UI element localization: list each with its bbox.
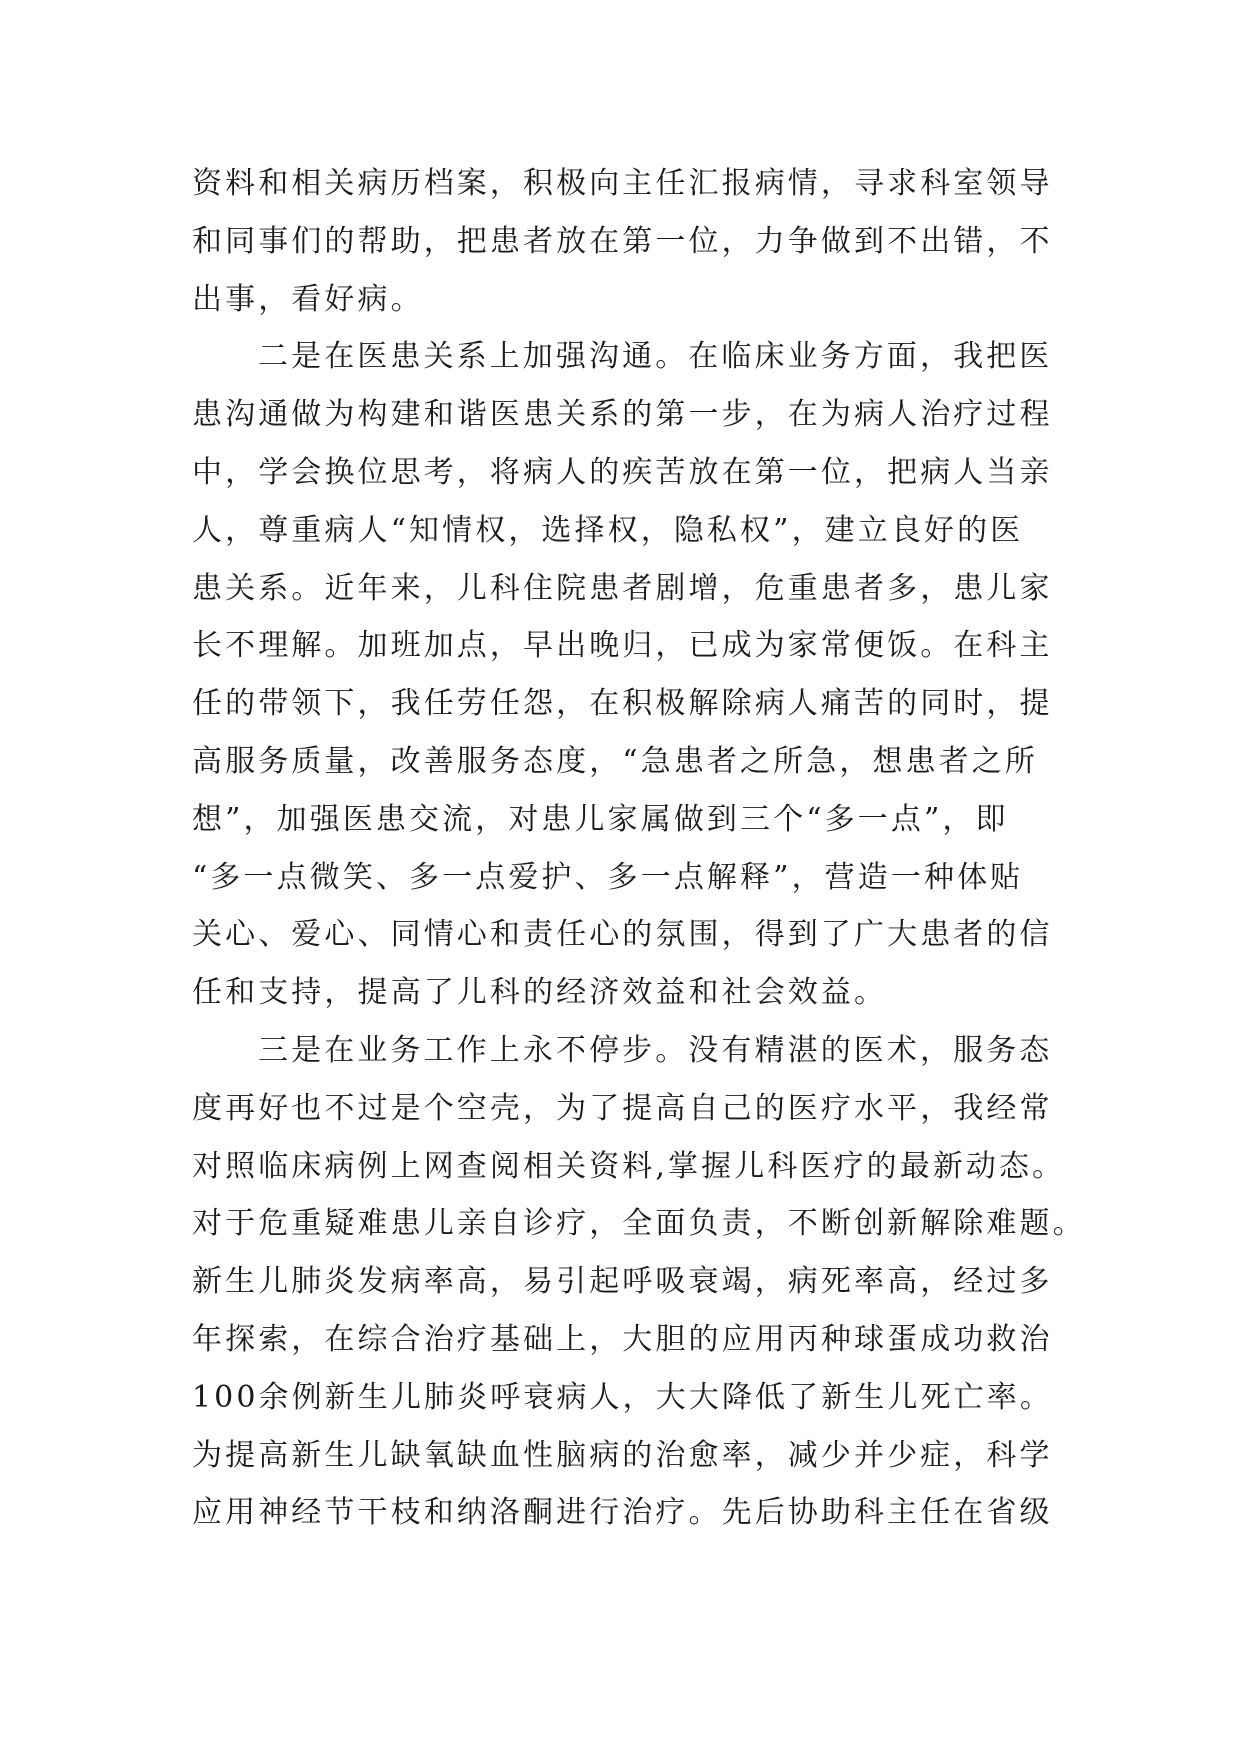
body-text [192, 155, 1086, 1542]
text-line: 年探索，在综合治疗基础上，大胆的应用丙种球蛋成功救治 [192, 1321, 1053, 1357]
paragraph-start-line: 二是在医患关系上加强沟通。在临床业务方面，我把医 [258, 339, 1053, 375]
text-line: 100余例新生儿肺炎呼衰病人，大大降低了新生儿死亡率。 [192, 1379, 1053, 1415]
text-line: 人，尊重病人“知情权，选择权，隐私权”，建立良好的医 [192, 512, 1024, 548]
text-line: 任的带领下，我任劳任怨，在积极解除病人痛苦的同时，提 [192, 686, 1053, 722]
text-line: 对于危重疑难患儿亲自诊疗，全面负责，不断创新解除难题。 [192, 1206, 1086, 1242]
text-line: 患沟通做为构建和谐医患关系的第一步，在为病人治疗过程 [192, 397, 1053, 433]
text-line: 中，学会换位思考，将病人的疾苦放在第一位，把病人当亲 [192, 454, 1053, 490]
text-line: 关心、爱心、同情心和责任心的氛围，得到了广大患者的信 [192, 917, 1053, 953]
text-line: 和同事们的帮助，把患者放在第一位，力争做到不出错，不 [192, 223, 1053, 259]
text-line: 长不理解。加班加点，早出晚归，已成为家常便饭。在科主 [192, 628, 1053, 664]
text-line: 出事，看好病。 [192, 281, 424, 317]
text-line: 资料和相关病历档案，积极向主任汇报病情，寻求科室领导 [192, 166, 1053, 201]
text-line: 任和支持，提高了儿科的经济效益和社会效益。 [192, 975, 888, 1011]
text-line: 高服务质量，改善服务态度，“急患者之所急，想患者之所 [192, 743, 1038, 779]
text-line: 新生儿肺炎发病率高，易引起呼吸衰竭，病死率高，经过多 [192, 1264, 1053, 1300]
text-line: 度再好也不过是个空壳，为了提高自己的医疗水平，我经常 [192, 1090, 1053, 1126]
text-line: 患关系。近年来，儿科住院患者剧增，危重患者多，患儿家 [192, 570, 1053, 606]
text-line: 对照临床病例上网查阅相关资料,掌握儿科医疗的最新动态。 [192, 1148, 1066, 1184]
text-line: 想”，加强医患交流，对患儿家属做到三个“多一点”，即 [192, 801, 1009, 837]
text-line: 应用神经节干枝和纳洛酮进行治疗。先后协助科主任在省级 [192, 1495, 1053, 1531]
text-line: 为提高新生儿缺氧缺血性脑病的治愈率，减少并少症，科学 [192, 1437, 1053, 1473]
text-line: “多一点微笑、多一点爱护、多一点解释”，营造一种体贴 [192, 859, 1024, 895]
paragraph-start-line: 三是在业务工作上永不停步。没有精湛的医术，服务态 [258, 1032, 1053, 1068]
